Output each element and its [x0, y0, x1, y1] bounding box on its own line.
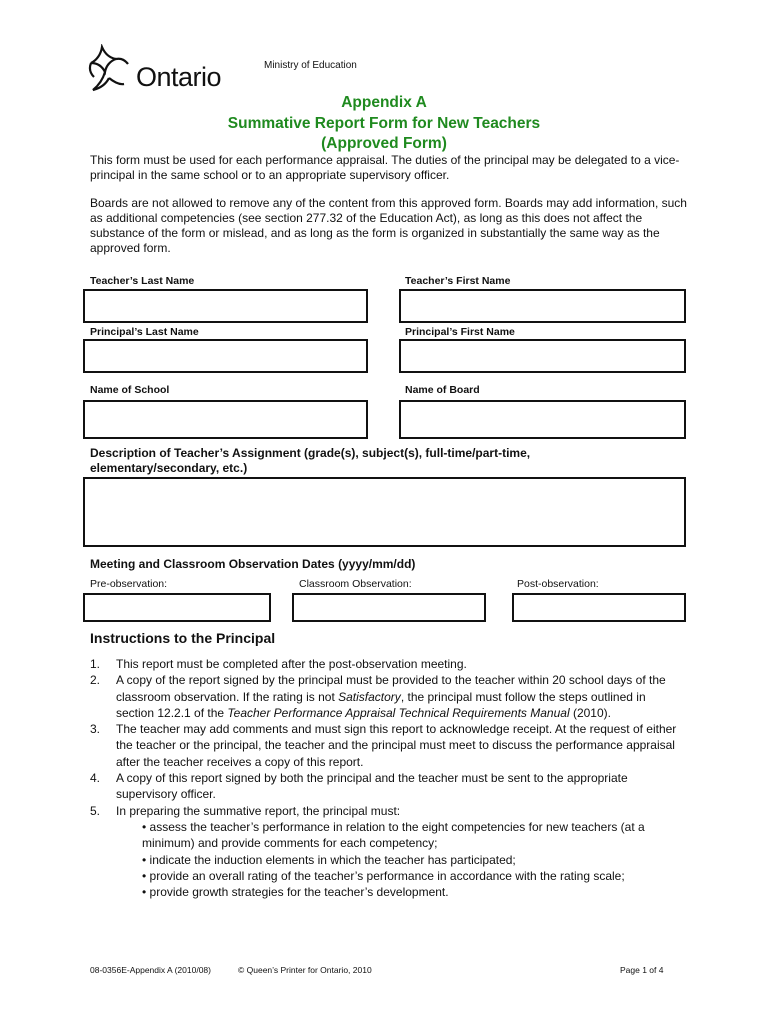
principal-first-name-field[interactable]	[399, 339, 686, 373]
instructions-heading: Instructions to the Principal	[90, 630, 276, 646]
instruction-item	[90, 803, 680, 901]
page-number: Page 1 of 4	[620, 965, 664, 975]
instruction-bullets	[116, 819, 680, 900]
bullet-item: • provide an overall rating of the teacher’s performance in accordance with the rating scale;	[142, 868, 625, 883]
principal-first-name-label: Principal’s First Name	[405, 326, 515, 338]
copyright: © Queen’s Printer for Ontario, 2010	[238, 965, 372, 975]
instruction-item	[90, 770, 680, 803]
trillium-icon	[88, 44, 134, 94]
post-observation-date-field[interactable]	[512, 593, 686, 622]
ontario-wordmark: Ontario	[136, 62, 222, 92]
instruction-item	[90, 656, 680, 672]
intro-paragraph-1: This form must be used for each performance appraisal. The duties of the principal may be delegated to a vice-principal in the same school or to an appropriate supervisory officer.	[90, 153, 680, 182]
school-name-label: Name of School	[90, 384, 170, 396]
instruction-text: In preparing the summative report, the principal must:	[116, 803, 401, 818]
appendix-title: Appendix A	[341, 94, 427, 111]
pre-observation-label: Pre-observation:	[90, 578, 168, 590]
board-name-label: Name of Board	[405, 384, 480, 396]
instruction-number: 3.	[90, 722, 101, 737]
pre-observation-date-field[interactable]	[83, 593, 271, 622]
principal-last-name-field[interactable]	[83, 339, 368, 373]
instruction-text: , the principal must follow the steps outlined in section 12.2.1 of the	[116, 689, 646, 720]
teacher-last-name-field[interactable]	[83, 289, 368, 323]
instruction-emphasis: Satisfactory	[338, 689, 401, 704]
intro-paragraph-2: Boards are not allowed to remove any of the content from this approved form. Boards may add information, such as additional competencies (see section 277.32 of the Education Act), as long as this does not affect the substance of the form or mislead, and as long as the form is organized in substantially the same way as the approved form.	[90, 196, 687, 255]
instruction-text: A copy of the report signed by the principal must be provided to the teacher within 20 school days of the classroom observation. If the rating is not	[116, 673, 666, 704]
form-code: 08-0356E-Appendix A (2010/08)	[90, 965, 211, 975]
form-subtitle: (Approved Form)	[321, 135, 447, 152]
classroom-observation-date-field[interactable]	[292, 593, 486, 622]
board-name-field[interactable]	[399, 400, 686, 439]
assignment-label: Description of Teacher’s Assignment (grade(s), subject(s), full-time/part-time, elementary/secondary, etc.)	[90, 446, 531, 475]
instruction-text: This report must be completed after the post-observation meeting.	[116, 657, 467, 671]
instruction-text: A copy of this report signed by both the principal and the teacher must be sent to the appropriate supervisory officer.	[116, 771, 628, 802]
instructions-list	[90, 656, 680, 900]
classroom-observation-label: Classroom Observation:	[299, 578, 412, 590]
instruction-item	[90, 672, 680, 721]
teacher-last-name-label: Teacher’s Last Name	[90, 275, 195, 287]
instruction-number: 5.	[90, 803, 101, 818]
form-title: Summative Report Form for New Teachers	[227, 115, 541, 132]
dates-heading: Meeting and Classroom Observation Dates (yyyy/mm/dd)	[90, 557, 416, 571]
bullet-item: • indicate the induction elements in which the teacher has participated;	[142, 852, 516, 867]
assignment-description-field[interactable]	[83, 477, 686, 547]
instruction-item	[90, 721, 680, 770]
instruction-text: The teacher may add comments and must sign this report to acknowledge receipt. At the request of either the teacher or the principal, the teacher and the principal must meet to discuss the performance appraisal after the teacher receives a copy of this report.	[116, 722, 677, 769]
ministry-name: Ministry of Education	[264, 60, 357, 71]
teacher-first-name-label: Teacher’s First Name	[405, 275, 511, 287]
post-observation-label: Post-observation:	[517, 578, 599, 590]
instruction-number: 1.	[90, 657, 101, 671]
school-name-field[interactable]	[83, 400, 368, 439]
instruction-number: 2.	[90, 673, 101, 688]
manual-title: Teacher Performance Appraisal Technical Requirements Manual	[227, 705, 570, 720]
bullet-item: • assess the teacher’s performance in relation to the eight competencies for new teachers (at a minimum) and provide comments for each competency;	[142, 819, 645, 851]
instruction-text: (2010).	[569, 705, 611, 720]
teacher-first-name-field[interactable]	[399, 289, 686, 323]
bullet-item: • provide growth strategies for the teacher’s development.	[142, 885, 449, 900]
principal-last-name-label: Principal’s Last Name	[90, 326, 199, 338]
instruction-number: 4.	[90, 771, 101, 786]
